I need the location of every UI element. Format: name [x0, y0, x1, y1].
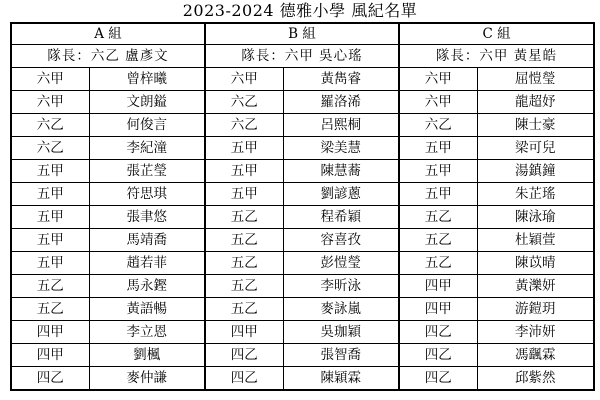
member-name: 劉諺蔥: [283, 183, 399, 206]
member-name: 黃濼妍: [477, 275, 594, 298]
group-a-captain: 隊長：六乙 盧彥文: [11, 45, 205, 68]
member-class: 六乙: [11, 137, 89, 160]
member-name: 邱紫然: [477, 367, 594, 391]
member-name: 馬永鏗: [89, 275, 205, 298]
member-class: 五乙: [11, 298, 89, 321]
member-name: 陳苡晴: [477, 252, 594, 275]
member-name: 陳泳瑜: [477, 206, 594, 229]
member-name: 程希穎: [283, 206, 399, 229]
member-class: 五甲: [11, 229, 89, 252]
member-name: 劉楓: [89, 344, 205, 367]
member-class: 六乙: [11, 114, 89, 137]
member-class: 四甲: [399, 275, 477, 298]
table-row: [11, 206, 594, 229]
member-class: 六乙: [399, 114, 477, 137]
member-class: 六甲: [205, 68, 283, 91]
member-class: 四乙: [399, 344, 477, 367]
member-name: 何俊言: [89, 114, 205, 137]
member-class: 四乙: [399, 321, 477, 344]
roster-body: [11, 68, 594, 391]
member-name: 趙若菲: [89, 252, 205, 275]
member-name: 李沛妍: [477, 321, 594, 344]
member-class: 四乙: [205, 367, 283, 391]
member-class: 四乙: [205, 344, 283, 367]
member-name: 容喜孜: [283, 229, 399, 252]
table-row: [11, 68, 594, 91]
member-name: 文朗鎰: [89, 91, 205, 114]
member-class: 五乙: [399, 252, 477, 275]
member-name: 陳士豪: [477, 114, 594, 137]
table-row: [11, 91, 594, 114]
member-class: 五甲: [205, 160, 283, 183]
roster-table: [10, 22, 595, 391]
table-row: [11, 114, 594, 137]
member-name: 杜穎萱: [477, 229, 594, 252]
captain-row: [11, 45, 594, 68]
member-class: 五乙: [11, 275, 89, 298]
member-class: 四乙: [399, 367, 477, 391]
member-class: 四甲: [11, 344, 89, 367]
member-name: 曾梓曦: [89, 68, 205, 91]
member-class: 五甲: [205, 183, 283, 206]
member-name: 吳珈穎: [283, 321, 399, 344]
member-class: 五甲: [11, 183, 89, 206]
member-name: 屈愷瑩: [477, 68, 594, 91]
table-row: [11, 275, 594, 298]
member-name: 張聿悠: [89, 206, 205, 229]
member-name: 龍超妤: [477, 91, 594, 114]
member-class: 五乙: [399, 206, 477, 229]
member-name: 黃雋睿: [283, 68, 399, 91]
page-title: 2023-2024 德雅小學 風紀名單: [182, 1, 418, 20]
table-row: [11, 344, 594, 367]
table-row: [11, 298, 594, 321]
member-name: 李立恩: [89, 321, 205, 344]
member-name: 張智喬: [283, 344, 399, 367]
member-name: 麥詠嵐: [283, 298, 399, 321]
member-class: 五乙: [205, 206, 283, 229]
member-class: 四甲: [399, 298, 477, 321]
member-name: 湯鎮鐘: [477, 160, 594, 183]
member-class: 五乙: [205, 229, 283, 252]
member-class: 五甲: [399, 183, 477, 206]
member-name: 麥仲謙: [89, 367, 205, 391]
member-name: 彭愷瑩: [283, 252, 399, 275]
member-class: 六甲: [11, 91, 89, 114]
group-c-header: C 組: [399, 23, 594, 45]
member-name: 梁美慧: [283, 137, 399, 160]
member-class: 六甲: [11, 68, 89, 91]
member-name: 呂熙桐: [283, 114, 399, 137]
member-class: 四甲: [11, 321, 89, 344]
member-name: 馮颻霖: [477, 344, 594, 367]
table-row: [11, 367, 594, 391]
member-name: 黃語暢: [89, 298, 205, 321]
member-class: 五乙: [205, 298, 283, 321]
member-class: 五甲: [11, 252, 89, 275]
member-name: 李紀潼: [89, 137, 205, 160]
member-name: 游鎧玥: [477, 298, 594, 321]
group-header-row: [11, 23, 594, 45]
group-a-header: A 組: [11, 23, 205, 45]
member-class: 五乙: [399, 229, 477, 252]
member-class: 五甲: [399, 160, 477, 183]
member-class: 五乙: [205, 275, 283, 298]
member-class: 五甲: [399, 137, 477, 160]
table-row: [11, 321, 594, 344]
table-row: [11, 252, 594, 275]
member-class: 六甲: [399, 91, 477, 114]
group-c-captain: 隊長：六甲 黃星皓: [399, 45, 594, 68]
member-name: 張芷瑩: [89, 160, 205, 183]
member-class: 五乙: [205, 252, 283, 275]
group-b-header: B 組: [205, 23, 399, 45]
member-name: 陳穎霖: [283, 367, 399, 391]
table-row: [11, 137, 594, 160]
group-b-captain: 隊長：六甲 吳心瑤: [205, 45, 399, 68]
member-class: 五甲: [205, 137, 283, 160]
member-name: 梁可兒: [477, 137, 594, 160]
member-class: 六甲: [399, 68, 477, 91]
member-name: 朱芷瑤: [477, 183, 594, 206]
member-name: 馬靖喬: [89, 229, 205, 252]
member-name: 符思琪: [89, 183, 205, 206]
table-row: [11, 229, 594, 252]
member-name: 陳慧蕎: [283, 160, 399, 183]
member-class: 四甲: [205, 321, 283, 344]
member-class: 六乙: [205, 91, 283, 114]
member-class: 五甲: [11, 206, 89, 229]
member-class: 六乙: [205, 114, 283, 137]
table-row: [11, 160, 594, 183]
member-name: 李昕泳: [283, 275, 399, 298]
member-name: 羅洛浠: [283, 91, 399, 114]
table-row: [11, 183, 594, 206]
member-class: 四乙: [11, 367, 89, 391]
member-class: 五甲: [11, 160, 89, 183]
